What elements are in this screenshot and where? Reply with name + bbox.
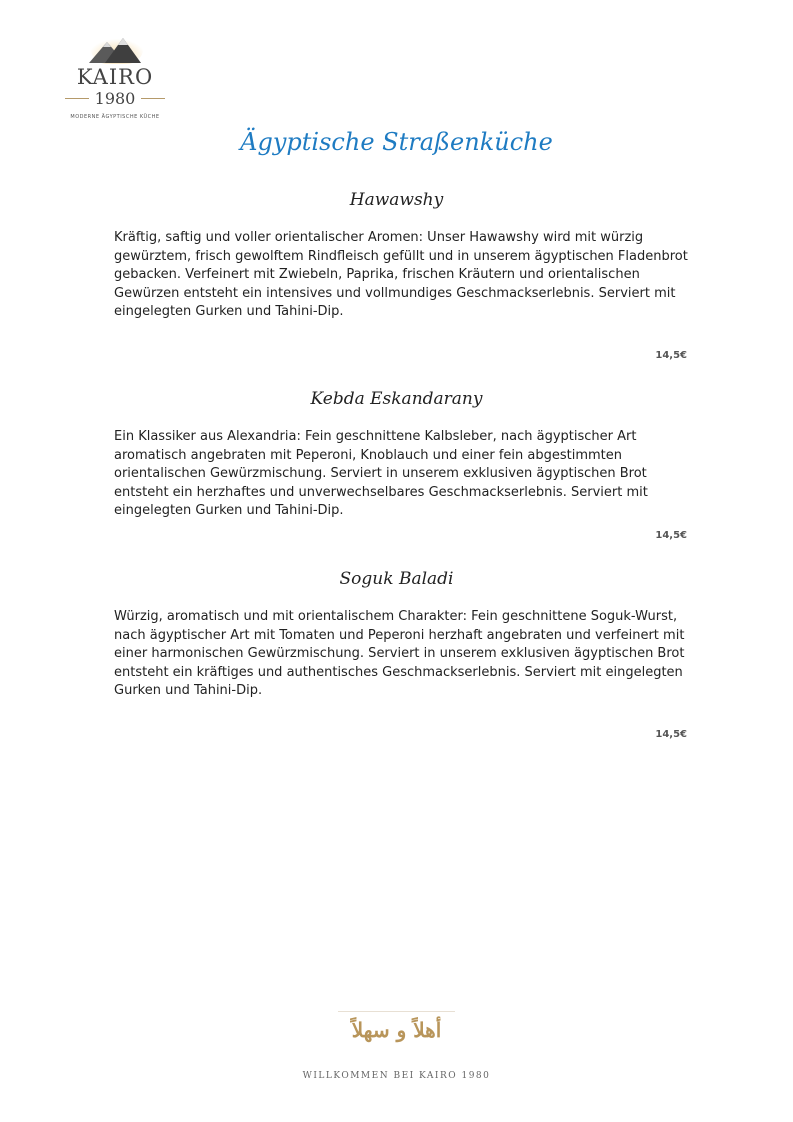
logo-tagline: MODERNE ÄGYPTISCHE KÜCHE [70,114,160,120]
dish-price: 14,5€ [655,729,687,740]
dish-description: Würzig, aromatisch und mit orientalischem Charakter: Fein geschnittene Soguk-Wurst, nach ägyptischer Art mit Tomaten und Peperoni herzhaft angebraten und verfeinert mit einer harmonischen Gewürzmischung. Serviert in unserem exklusiven ägyptischen Brot entsteht ein kräftiges und authentisches Geschmackserlebnis. Serviert mit eingelegten Gurken und Tahini-Dip. [114,609,685,698]
dish-name: Hawawshy [349,190,444,210]
logo-divider-right [141,98,165,99]
section-title: Ägyptische Straßenküche [240,128,553,156]
dish-description: Ein Klassiker aus Alexandria: Fein geschnittene Kalbsleber, nach ägyptischer Art aromatisch angebraten mit Peperoni, Knoblauch und einer fein abgestimmten orientalischen Gewürzmischung. Serviert in unserem exklusiven ägyptischen Brot entsteht ein herzhaftes und unverwechselbares Geschmackserlebnis. Serviert mit eingelegten Gurken und Tahini-Dip. [114,429,648,518]
logo-name: KAIRO [76,65,154,89]
dish-description: Kräftig, saftig und voller orientalischer Aromen: Unser Hawawshy wird mit würzig gewürztem, frisch gewolftem Rindfleisch gefüllt und in unserem ägyptischen Fladenbrot gebacken. Verfeinert mit Zwiebeln, Paprika, frischen Kräutern und orientalischen Gewürzen entsteht ein intensives und vollmundiges Geschmackserlebnis. Serviert mit eingelegten Gurken und Tahini-Dip. [114,230,688,319]
footer-arabic-greeting: أهلاً و سهلاً [351,1018,442,1042]
dish-name: Soguk Baladi [339,569,454,589]
dish-price: 14,5€ [655,530,687,541]
footer-divider [338,1011,455,1012]
kairo-logo [60,30,170,120]
pyramid-sun-icon [83,30,147,64]
dish-price: 14,5€ [655,350,687,361]
logo-year: 1980 [94,89,136,108]
dish-name: Kebda Eskandarany [310,389,483,409]
footer-welcome-text: WILLKOMMEN BEI KAIRO 1980 [302,1071,491,1081]
logo-divider-left [65,98,89,99]
